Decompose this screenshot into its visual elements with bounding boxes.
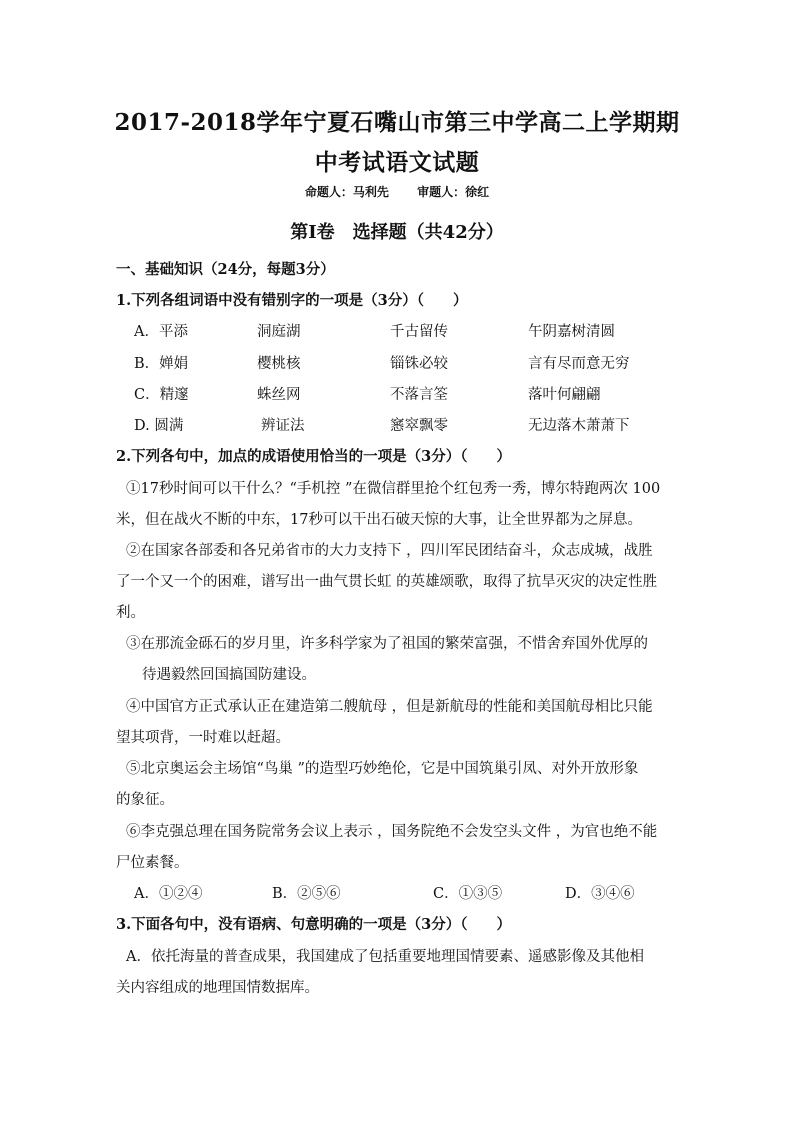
q1-c-word3: 不落言筌 <box>390 387 448 403</box>
q1-a-word4: 午阴嘉树清圆 <box>528 324 615 340</box>
q1-a-word2: 洞庭湖 <box>257 324 301 340</box>
q2-sentence5-line2: 的象征。 <box>116 792 174 808</box>
q3-stem: 3.下面各句中，没有语病、句意明确的一项是（3分）（ ） <box>116 916 511 933</box>
q1-d-word3: 窸窣飘零 <box>390 418 448 434</box>
q3-option-a-line2: 关内容组成的地理国情数据库。 <box>116 980 319 996</box>
q2-option-c: C．①③⑤ <box>433 886 503 902</box>
exam-title-line1: 2017-2018学年宁夏石嘴山市第三中学高二上学期期 <box>114 109 680 136</box>
q2-sentence1-line2: 米，但在战火不断的中东，17秒可以干出石破天惊的大事，让全世界都为之屏息。 <box>116 512 642 528</box>
q2-option-b: B．②⑤⑥ <box>272 886 341 902</box>
q1-d-word4: 无边落木萧萧下 <box>528 418 630 434</box>
q2-sentence3-line1: ③在那流金砾石的岁月里，许多科学家为了祖国的繁荣富强，不惜舍弃国外优厚的 <box>126 636 648 652</box>
q1-d-word2: 辨证法 <box>261 418 305 434</box>
q1-c-word4: 落叶何翩翩 <box>528 387 601 403</box>
q1-stem: 1.下列各组词语中没有错别字的一项是（3分）（ ） <box>116 292 468 309</box>
q2-sentence5-line1: ⑤北京奥运会主场馆“鸟巢 ”的造型巧妙绝伦，它是中国筑巢引凤、对外开放形象 <box>126 761 639 777</box>
q1-b-word1: B．婵娟 <box>134 356 189 372</box>
q3-option-a-line1: A．依托海量的普查成果，我国建成了包括重要地理国情要素、遥感影像及其他相 <box>126 949 644 965</box>
q2-sentence4-line1: ④中国官方正式承认正在建造第二艘航母 ，但是新航母的性能和美国航母相比只能 <box>126 699 653 715</box>
q1-b-word4: 言有尽而意无穷 <box>528 356 630 372</box>
q1-c-word1: C．精邃 <box>134 387 189 403</box>
q2-sentence1-line1: ①17秒时间可以干什么？“手机控 ”在微信群里抢个红包秀一秀，博尔特跑两次 100 <box>126 481 661 497</box>
q1-d-word1: D. 圆满 <box>134 418 184 434</box>
q2-sentence4-line2: 望其项背，一时难以赶超。 <box>116 730 290 746</box>
q1-a-word3: 千古留传 <box>390 324 448 340</box>
q2-sentence3-line2: 待遇毅然回国搞国防建设。 <box>142 667 316 683</box>
q1-b-word2: 樱桃核 <box>257 356 301 372</box>
q2-sentence2-line3: 利。 <box>116 605 145 621</box>
q2-option-a: A．①②④ <box>134 886 203 902</box>
exam-title-line2: 中考试语文试题 <box>314 149 480 176</box>
author-line <box>0 183 794 200</box>
q1-c-word2: 蛛丝网 <box>257 387 301 403</box>
reviewer: 审题人：徐红 <box>417 185 490 199</box>
q2-option-d: D．③④⑥ <box>565 886 635 902</box>
q2-sentence6-line2: 尸位素餐。 <box>116 855 189 871</box>
q2-sentence6-line1: ⑥李克强总理在国务院常务会议上表示 ，国务院绝不会发空头文件 ，为官也绝不能 <box>126 824 658 840</box>
section-heading: 一、基础知识（24分，每题3分） <box>116 261 335 278</box>
q1-b-word3: 锱铢必较 <box>390 356 448 372</box>
part-title: 第Ⅰ卷 选择题（共42分） <box>290 222 504 243</box>
q2-sentence2-line2: 了一个又一个的困难，谱写出一曲气贯长虹 的英雄颂歌，取得了抗旱灭灾的决定性胜 <box>116 574 658 590</box>
q1-a-word1: A．平添 <box>134 324 188 340</box>
author: 命题人：马利先 <box>304 185 389 199</box>
q2-stem: 2.下列各句中，加点的成语使用恰当的一项是（3分）（ ） <box>116 448 511 465</box>
q2-sentence2-line1: ②在国家各部委和各兄弟省市的大力支持下 ，四川军民团结奋斗，众志成城，战胜 <box>126 543 653 559</box>
